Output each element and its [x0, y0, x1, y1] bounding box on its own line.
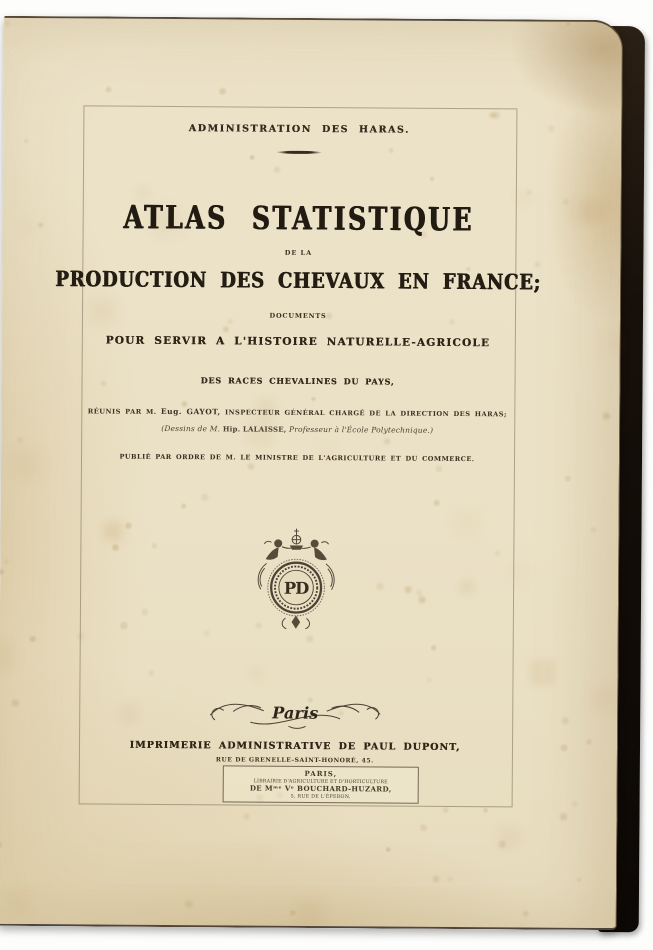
printer-device-emblem: [250, 526, 343, 637]
subtitle-prefix: DE LA: [284, 248, 313, 257]
reunis-line: [41, 406, 553, 419]
cross-icon: [294, 529, 299, 536]
scroll-left: [258, 563, 266, 589]
label-city: PARIS,: [304, 768, 338, 779]
foxing-blotches: [4, 18, 6, 20]
imprint-printer: IMPRIMERIE ADMINISTRATIVE DE PAUL DUPONT,: [129, 739, 461, 754]
pendant-icon: [292, 615, 301, 628]
publie-line: PUBLIÉ PAR ORDRE DE M. LE MINISTRE DE L'AGRICULTURE ET DU COMMERCE.: [119, 452, 475, 464]
main-title: ATLAS STATISTIQUE: [123, 198, 475, 239]
subtitle: PRODUCTION DES CHEVAUX EN FRANCE;: [55, 267, 542, 296]
dessins-prefix: (Dessins de M.: [161, 423, 221, 434]
label-librairie: LIBRAIRIE D'AGRICULTURE ET D'HORTICULTURE: [253, 778, 388, 785]
reunis-prefix: RÉUNIS PAR M.: [87, 407, 157, 416]
title-page: [0, 16, 623, 930]
scroll-right: [326, 564, 334, 590]
foxing-spots: [4, 18, 6, 20]
city-name: Paris: [272, 703, 319, 723]
races-line: DES RACES CHEVALINES DU PAYS,: [200, 375, 395, 387]
dessins-suffix: Professeur à l'École Polytechnique.): [288, 424, 434, 435]
illustrator-name: Hip. LALAISSE,: [222, 424, 287, 434]
editor-name: Eug. GAYOT,: [160, 406, 221, 417]
cherub-left: [264, 539, 292, 560]
cherub-right: [301, 540, 329, 561]
label-address: 5, RUE DE L'ÉPERON.: [290, 793, 351, 800]
imprint-address: RUE DE GRENELLE-SAINT-HONORÉ, 45.: [215, 756, 374, 765]
bookseller-label: [223, 765, 419, 803]
reunis-suffix: INSPECTEUR GÉNÉRAL CHARGÉ DE LA DIRECTION DES HARAS;: [224, 408, 507, 419]
paris-flourish: [202, 691, 388, 734]
printer-monogram: PD: [283, 578, 309, 598]
pour-servir-line: POUR SERVIR A L'HISTOIRE NATURELLE-AGRICOLE: [105, 334, 491, 350]
administration-header: ADMINISTRATION DES HARAS.: [188, 123, 410, 136]
dessins-line: [41, 423, 553, 436]
decorative-rule: [276, 151, 322, 154]
label-bookseller: DE Mᵐᵉ Vᵉ BOUCHARD-HUZARD,: [249, 783, 392, 794]
documents-line: DOCUMENTS: [269, 311, 327, 321]
